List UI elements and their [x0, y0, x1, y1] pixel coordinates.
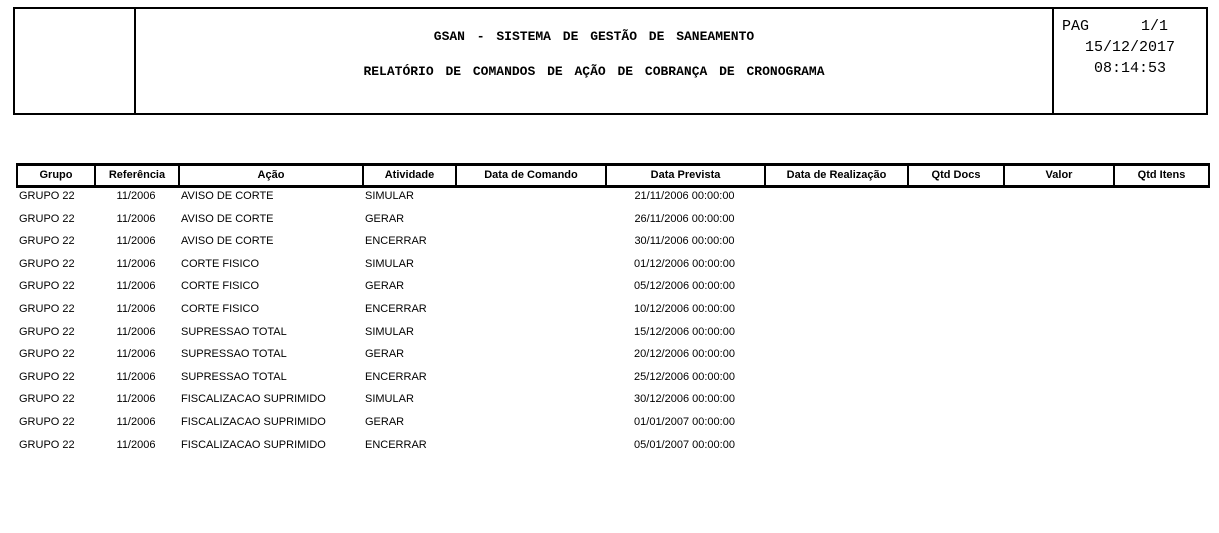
cell-data-de-comando — [455, 324, 605, 347]
cell-data-de-comando — [455, 278, 605, 301]
cell-acao: FISCALIZACAO SUPRIMIDO — [181, 415, 326, 428]
page-info-box — [1052, 9, 1206, 113]
cell-qtd-docs — [907, 391, 1003, 414]
column-header-referencia: Referência — [94, 166, 178, 185]
cell-referencia: 11/2006 — [116, 438, 156, 451]
cell-data-de-realizacao — [764, 414, 907, 437]
cell-referencia: 11/2006 — [116, 325, 156, 338]
cell-grupo: GRUPO 22 — [19, 325, 75, 338]
cell-referencia: 11/2006 — [116, 348, 156, 361]
cell-grupo: GRUPO 22 — [19, 190, 75, 202]
cell-data-de-comando — [455, 301, 605, 324]
cell-acao: SUPRESSAO TOTAL — [181, 325, 287, 338]
cell-data-de-comando — [455, 256, 605, 279]
column-header-qtd-itens: Qtd Itens — [1113, 166, 1210, 185]
cell-valor — [1003, 437, 1113, 460]
cell-qtd-docs — [907, 414, 1003, 437]
report-subtitle: RELATÓRIO DE COMANDOS DE AÇÃO DE COBRANÇA DE CRONOGRAMA — [363, 64, 825, 79]
cell-atividade: SIMULAR — [365, 190, 414, 202]
cell-atividade: GERAR — [365, 348, 405, 361]
table-row — [16, 256, 1210, 279]
cell-qtd-docs — [907, 188, 1003, 211]
cell-qtd-docs — [907, 211, 1003, 234]
table-body — [16, 188, 1210, 459]
cell-referencia: 11/2006 — [116, 190, 156, 202]
cell-qtd-itens — [1113, 233, 1210, 256]
cell-acao: CORTE FISICO — [181, 257, 260, 270]
report-table — [16, 163, 1210, 459]
cell-qtd-docs — [907, 256, 1003, 279]
table-row — [16, 278, 1210, 301]
page-number: 1/1 — [1140, 18, 1168, 35]
table-row — [16, 233, 1210, 256]
cell-grupo: GRUPO 22 — [19, 257, 75, 270]
page-indicator — [1054, 16, 1206, 37]
cell-valor — [1003, 369, 1113, 392]
column-header-valor: Valor — [1003, 166, 1113, 185]
cell-data-de-realizacao — [764, 346, 907, 369]
cell-data-de-realizacao — [764, 256, 907, 279]
cell-referencia: 11/2006 — [116, 393, 156, 406]
table-row — [16, 391, 1210, 414]
cell-atividade: SIMULAR — [365, 325, 414, 338]
cell-qtd-itens — [1113, 324, 1210, 347]
cell-valor — [1003, 346, 1113, 369]
cell-valor — [1003, 256, 1113, 279]
cell-data-de-realizacao — [764, 278, 907, 301]
table-row — [16, 437, 1210, 460]
cell-valor — [1003, 414, 1113, 437]
cell-qtd-itens — [1113, 414, 1210, 437]
cell-grupo: GRUPO 22 — [19, 370, 75, 383]
report-time: 08:14:53 — [1093, 60, 1166, 77]
cell-valor — [1003, 233, 1113, 256]
cell-valor — [1003, 301, 1113, 324]
cell-data-de-realizacao — [764, 188, 907, 211]
cell-atividade: SIMULAR — [365, 257, 414, 270]
cell-grupo: GRUPO 22 — [19, 438, 75, 451]
column-header-data-prevista: Data Prevista — [605, 166, 764, 185]
cell-qtd-docs — [907, 301, 1003, 324]
cell-acao: AVISO DE CORTE — [181, 190, 274, 202]
cell-grupo: GRUPO 22 — [19, 235, 75, 248]
cell-qtd-docs — [907, 369, 1003, 392]
cell-data-de-realizacao — [764, 391, 907, 414]
cell-referencia: 11/2006 — [116, 257, 156, 270]
table-row — [16, 301, 1210, 324]
cell-grupo: GRUPO 22 — [19, 393, 75, 406]
cell-qtd-docs — [907, 437, 1003, 460]
cell-acao: SUPRESSAO TOTAL — [181, 348, 287, 361]
cell-qtd-itens — [1113, 391, 1210, 414]
cell-data-prevista: 26/11/2006 00:00:00 — [634, 212, 735, 225]
table-header-row — [16, 163, 1210, 188]
cell-data-de-comando — [455, 188, 605, 211]
table-row — [16, 414, 1210, 437]
cell-grupo: GRUPO 22 — [19, 302, 75, 315]
cell-valor — [1003, 278, 1113, 301]
cell-data-de-comando — [455, 211, 605, 234]
cell-qtd-itens — [1113, 188, 1210, 211]
cell-acao: FISCALIZACAO SUPRIMIDO — [181, 393, 326, 406]
cell-qtd-itens — [1113, 211, 1210, 234]
cell-valor — [1003, 391, 1113, 414]
cell-atividade: GERAR — [365, 280, 405, 293]
table-row — [16, 369, 1210, 392]
cell-data-de-comando — [455, 437, 605, 460]
cell-valor — [1003, 211, 1113, 234]
column-header-acao: Ação — [178, 166, 362, 185]
report-title: GSAN - SISTEMA DE GESTÃO DE SANEAMENTO — [433, 29, 755, 44]
cell-qtd-docs — [907, 233, 1003, 256]
cell-atividade: GERAR — [365, 415, 405, 428]
cell-data-de-comando — [455, 346, 605, 369]
cell-acao: FISCALIZACAO SUPRIMIDO — [181, 438, 326, 451]
cell-grupo: GRUPO 22 — [19, 212, 75, 225]
cell-data-prevista: 01/12/2006 00:00:00 — [634, 257, 735, 270]
table-row — [16, 324, 1210, 347]
cell-atividade: GERAR — [365, 212, 405, 225]
cell-data-prevista: 20/12/2006 00:00:00 — [634, 348, 735, 361]
cell-referencia: 11/2006 — [116, 235, 156, 248]
cell-data-prevista: 25/12/2006 00:00:00 — [634, 370, 735, 383]
cell-data-de-comando — [455, 391, 605, 414]
cell-qtd-itens — [1113, 301, 1210, 324]
cell-data-prevista: 05/12/2006 00:00:00 — [634, 280, 735, 293]
cell-acao: CORTE FISICO — [181, 280, 260, 293]
cell-qtd-docs — [907, 346, 1003, 369]
cell-atividade: ENCERRAR — [365, 302, 427, 315]
cell-valor — [1003, 188, 1113, 211]
cell-data-de-realizacao — [764, 233, 907, 256]
column-header-atividade: Atividade — [362, 166, 455, 185]
cell-atividade: ENCERRAR — [365, 370, 427, 383]
cell-grupo: GRUPO 22 — [19, 280, 75, 293]
cell-data-de-comando — [455, 369, 605, 392]
column-header-grupo: Grupo — [16, 166, 94, 185]
table-row — [16, 346, 1210, 369]
cell-referencia: 11/2006 — [116, 280, 156, 293]
cell-data-de-realizacao — [764, 437, 907, 460]
cell-valor — [1003, 324, 1113, 347]
cell-data-prevista: 21/11/2006 00:00:00 — [634, 190, 735, 202]
cell-data-de-realizacao — [764, 301, 907, 324]
cell-qtd-docs — [907, 324, 1003, 347]
cell-qtd-itens — [1113, 437, 1210, 460]
cell-qtd-itens — [1113, 256, 1210, 279]
cell-referencia: 11/2006 — [116, 415, 156, 428]
cell-data-de-realizacao — [764, 369, 907, 392]
cell-qtd-itens — [1113, 346, 1210, 369]
logo-placeholder-box — [15, 9, 136, 113]
cell-grupo: GRUPO 22 — [19, 415, 75, 428]
cell-data-prevista: 15/12/2006 00:00:00 — [634, 325, 735, 338]
report-header — [13, 7, 1208, 115]
column-header-qtd-docs: Qtd Docs — [907, 166, 1003, 185]
cell-qtd-itens — [1113, 369, 1210, 392]
cell-data-prevista: 01/01/2007 00:00:00 — [634, 415, 735, 428]
cell-data-prevista: 30/11/2006 00:00:00 — [634, 235, 735, 248]
table-row — [16, 211, 1210, 234]
cell-data-prevista: 30/12/2006 00:00:00 — [634, 393, 735, 406]
cell-qtd-docs — [907, 278, 1003, 301]
table-row — [16, 188, 1210, 211]
cell-atividade: ENCERRAR — [365, 438, 427, 451]
cell-acao: SUPRESSAO TOTAL — [181, 370, 287, 383]
cell-referencia: 11/2006 — [116, 212, 156, 225]
column-header-data-de-comando: Data de Comando — [455, 166, 605, 185]
cell-atividade: ENCERRAR — [365, 235, 427, 248]
cell-qtd-itens — [1113, 278, 1210, 301]
cell-data-de-comando — [455, 414, 605, 437]
page-label: PAG — [1062, 18, 1090, 35]
cell-referencia: 11/2006 — [116, 302, 156, 315]
cell-data-prevista: 10/12/2006 00:00:00 — [634, 302, 735, 315]
column-header-data-de-realizacao: Data de Realização — [764, 166, 907, 185]
cell-acao: CORTE FISICO — [181, 302, 260, 315]
cell-atividade: SIMULAR — [365, 393, 414, 406]
report-date: 15/12/2017 — [1084, 39, 1175, 56]
report-title-box — [136, 9, 1052, 113]
cell-acao: AVISO DE CORTE — [181, 212, 274, 225]
cell-acao: AVISO DE CORTE — [181, 235, 274, 248]
cell-referencia: 11/2006 — [116, 370, 156, 383]
cell-grupo: GRUPO 22 — [19, 348, 75, 361]
cell-data-de-realizacao — [764, 324, 907, 347]
cell-data-prevista: 05/01/2007 00:00:00 — [634, 438, 735, 451]
cell-data-de-comando — [455, 233, 605, 256]
cell-data-de-realizacao — [764, 211, 907, 234]
